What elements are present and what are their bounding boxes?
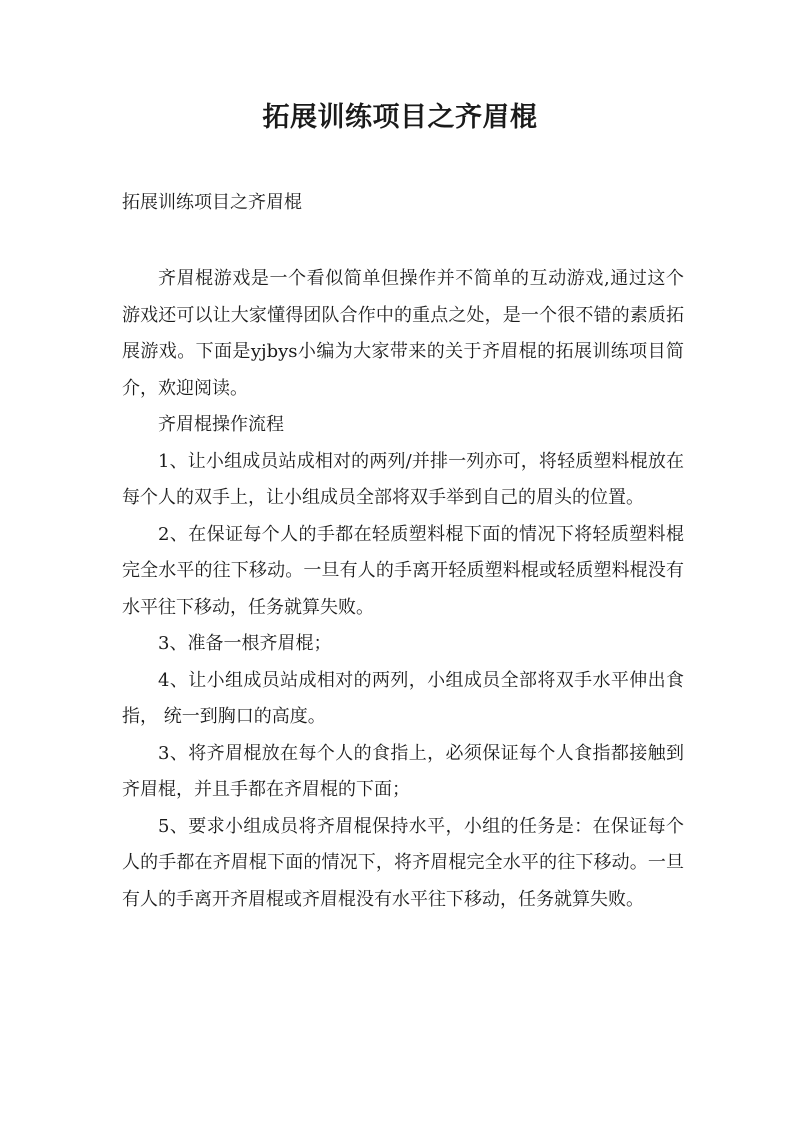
- section-heading: 齐眉棍操作流程: [158, 414, 284, 435]
- document-title: 拓展训练项目之齐眉棍: [262, 102, 538, 133]
- document-subtitle: 拓展训练项目之齐眉棍: [122, 192, 302, 213]
- step-paragraph: 3、准备一根齐眉棍；: [158, 633, 332, 654]
- step-paragraph: 5、要求小组成员将齐眉棍保持水平，小组的任务是：在保证每个人的手都在齐眉棍下面的情况下，将齐眉棍完全水平的往下移动。一旦有人的手离开齐眉棍或齐眉棍没有水平往下移动，任务就算失败。: [122, 815, 684, 910]
- intro-paragraph: 齐眉棍游戏是一个看似简单但操作并不简单的互动游戏,通过这个游戏还可以让大家懂得团队合作中的重点之处，是一个很不错的素质拓展游戏。下面是yjbys小编为大家带来的关于齐眉棍的拓展训练项目简介，欢迎阅读。: [122, 268, 684, 399]
- step-paragraph: 1、让小组成员站成相对的两列/并排一列亦可，将轻质塑料棍放在每个人的双手上，让小组成员全部将双手举到自己的眉头的位置。: [122, 450, 684, 508]
- step-paragraph: 4、让小组成员站成相对的两列，小组成员全部将双手水平伸出食指， 统一到胸口的高度。: [122, 669, 684, 727]
- document-body: [122, 261, 684, 918]
- step-paragraph: 3、将齐眉棍放在每个人的食指上，必须保证每个人食指都接触到齐眉棍，并且手都在齐眉棍的下面；: [122, 742, 684, 800]
- step-paragraph: 2、在保证每个人的手都在轻质塑料棍下面的情况下将轻质塑料棍完全水平的往下移动。一旦有人的手离开轻质塑料棍或轻质塑料棍没有水平往下移动，任务就算失败。: [122, 523, 684, 618]
